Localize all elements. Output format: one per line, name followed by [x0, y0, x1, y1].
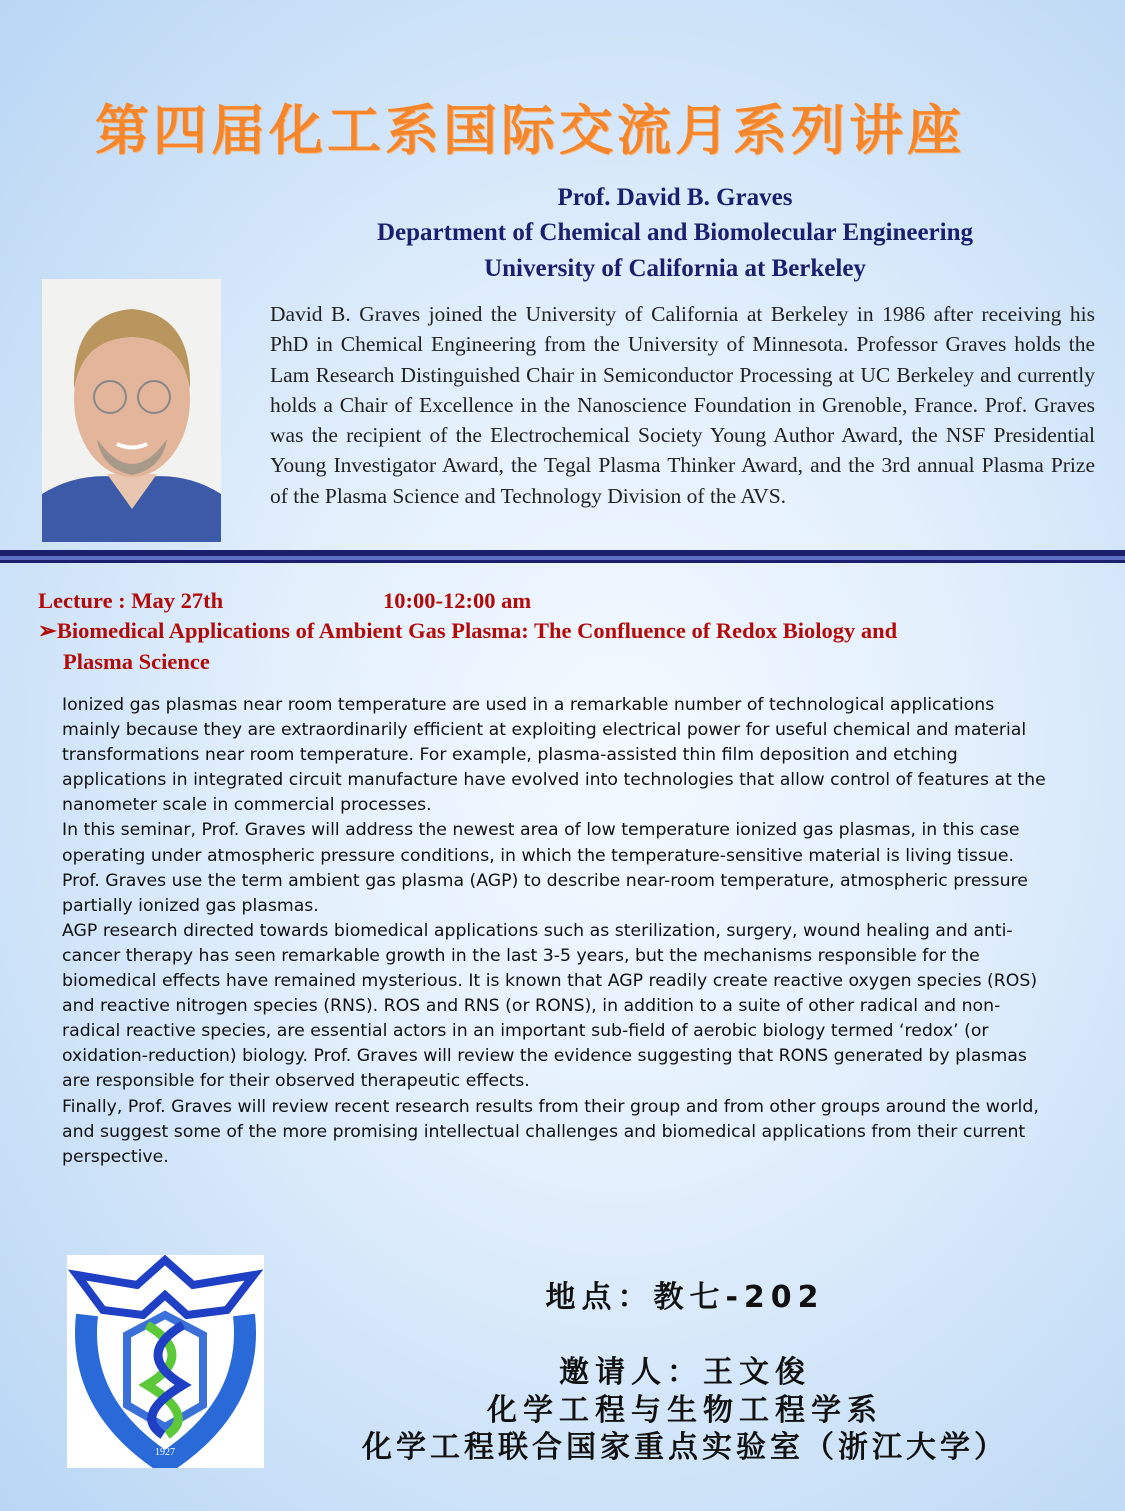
host-lab: 化学工程联合国家重点实验室（浙江大学） — [362, 1430, 1008, 1465]
abstract-paragraph: In this seminar, Prof. Graves will address the newest area of low temperature ionized gas plasmas, in this case operating under atmospheric pressure conditions, in which the temperature-sensitive material is living tissue. Prof. Graves use the term ambient gas plasma (AGP) to describe near-room temperature, atmospheric pressure partially ionized gas plasmas. — [62, 820, 1028, 916]
speaker-department: Department of Chemical and Biomolecular Engineering — [376, 219, 974, 246]
host: 邀请人：王文俊 — [559, 1355, 811, 1390]
divider — [0, 560, 1125, 563]
logo-year: 1927 — [155, 1447, 175, 1458]
bullet-arrow-icon: ➢ — [38, 618, 57, 643]
host-department: 化学工程与生物工程学系 — [487, 1393, 883, 1428]
speaker-university: University of California at Berkeley — [484, 255, 866, 282]
lecture-title: Biomedical Applications of Ambient Gas Plasma: The Confluence of Redox Biology and — [56, 618, 898, 643]
speaker-bio: David B. Graves joined the University of California at Berkeley in 1986 after receiving his PhD in Chemical Engineering from the University of Minnesota. Professor Graves holds the Lam Research Distinguished Chair in Semiconductor Processing at UC Berkeley and currently holds a Chair of Excellence in the Nanoscience Foundation in Grenoble, France. Prof. Graves was the recipient of the Electrochemical Society Young Author Award, the NSF Presidential Young Investigator Award, the Tegal Plasma Thinker Award, and the 3rd annual Plasma Prize of the Plasma Science and Technology Division of the AVS. — [270, 302, 1095, 508]
lecture-title-cont: Plasma Science — [63, 649, 210, 674]
speaker-photo — [42, 279, 221, 542]
lecture-time: 10:00-12:00 am — [383, 588, 532, 613]
abstract-paragraph: Ionized gas plasmas near room temperature are used in a remarkable number of technological applications mainly because they are extraordinarily efficient at exploiting electrical power for useful chemical and material transformations near room temperature. For example, plasma-assisted thin film deposition and etching applications in integrated circuit manufacture have evolved into technologies that allow control of features at the nanometer scale in commercial processes. — [62, 695, 1046, 816]
poster-title: 第四届化工系国际交流月系列讲座 — [95, 99, 965, 162]
abstract-paragraph: AGP research directed towards biomedical applications such as sterilization, surgery, wound healing and anti-cancer therapy has seen remarkable growth in the last 3-5 years, but the mechanisms responsible for the biomedical effects have remained mysterious. It is known that AGP readily create reactive oxygen species (ROS) and reactive nitrogen species (RNS). ROS and RNS (or RONS), in addition to a suite of other radical and non-radical reactive species, are essential actors in an important sub-field of aerobic biology termed ‘redox’ (or oxidation-reduction) biology. Prof. Graves will review the evidence suggesting that RONS generated by plasmas are responsible for their observed therapeutic effects. — [62, 920, 1038, 1092]
abstract-paragraph: Finally, Prof. Graves will review recent research results from their group and from other groups around the world, and suggest some of the more promising intellectual challenges and biomedical applications from their current perspective. — [62, 1096, 1039, 1167]
venue: 地点：教七-202 — [545, 1280, 825, 1315]
department-logo — [67, 1255, 264, 1468]
abstract — [62, 693, 1052, 1170]
speaker-name: Prof. David B. Graves — [557, 184, 793, 211]
lecture-date: Lecture : May 27th — [38, 588, 224, 613]
